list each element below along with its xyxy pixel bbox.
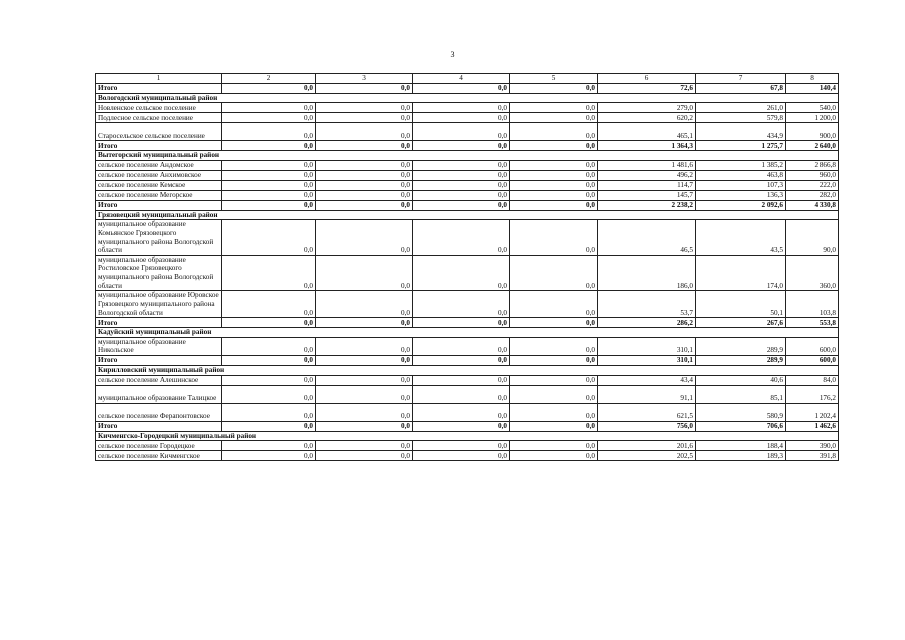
value-cell-col5: 0,0	[510, 220, 598, 255]
value-cell-col7: 40,6	[696, 375, 786, 385]
value-cell-col5: 0,0	[510, 441, 598, 451]
value-cell-col5: 0,0	[510, 141, 598, 151]
value-cell-col7: 136,3	[696, 190, 786, 200]
value-cell-col4: 0,0	[413, 220, 510, 255]
value-cell-col6: 186,0	[598, 255, 696, 290]
value-cell-col6: 1 481,6	[598, 160, 696, 170]
district-name: Кадуйский муниципальный район	[96, 328, 839, 338]
value-cell-col2: 0,0	[222, 291, 316, 318]
value-cell-col7: 1 275,7	[696, 141, 786, 151]
value-cell-col6: 201,6	[598, 441, 696, 451]
total-row	[96, 318, 839, 328]
value-cell-col8: 2 866,8	[786, 160, 839, 170]
value-cell-col3: 0,0	[316, 180, 413, 190]
district-name: Вологодский муниципальный район	[96, 93, 839, 103]
value-cell-col4: 0,0	[413, 123, 510, 141]
value-cell-col6: 72,6	[598, 83, 696, 93]
value-cell-col2: 0,0	[222, 103, 316, 113]
value-cell-col3: 0,0	[316, 318, 413, 328]
total-label: Итого	[96, 318, 222, 328]
value-cell-col3: 0,0	[316, 160, 413, 170]
value-cell-col4: 0,0	[413, 291, 510, 318]
value-cell-col2: 0,0	[222, 337, 316, 355]
value-cell-col4: 0,0	[413, 441, 510, 451]
district-name: Кирилловский муниципальный район	[96, 365, 839, 375]
table-header-row	[96, 74, 839, 84]
value-cell-col5: 0,0	[510, 337, 598, 355]
district-name: Вытегорский муниципальный район	[96, 151, 839, 161]
settlement-row	[96, 441, 839, 451]
value-cell-col8: 1 200,0	[786, 113, 839, 123]
total-row	[96, 83, 839, 93]
value-cell-col8: 1 462,6	[786, 421, 839, 431]
value-cell-col8: 600,0	[786, 355, 839, 365]
total-label: Итого	[96, 83, 222, 93]
column-header: 6	[598, 74, 696, 84]
settlement-row	[96, 451, 839, 461]
value-cell-col7: 267,6	[696, 318, 786, 328]
value-cell-col4: 0,0	[413, 318, 510, 328]
value-cell-col8: 84,0	[786, 375, 839, 385]
value-cell-col7: 43,5	[696, 220, 786, 255]
value-cell-col6: 310,1	[598, 355, 696, 365]
total-label: Итого	[96, 421, 222, 431]
value-cell-col7: 434,9	[696, 123, 786, 141]
value-cell-col5: 0,0	[510, 451, 598, 461]
value-cell-col8: 140,4	[786, 83, 839, 93]
column-header: 7	[696, 74, 786, 84]
total-label: Итого	[96, 141, 222, 151]
value-cell-col2: 0,0	[222, 385, 316, 403]
value-cell-col5: 0,0	[510, 103, 598, 113]
settlement-name: муниципальное образование Ростиловское Грязовецкого муниципального района Вологодской области	[96, 255, 222, 290]
value-cell-col4: 0,0	[413, 375, 510, 385]
value-cell-col2: 0,0	[222, 141, 316, 151]
column-header: 1	[96, 74, 222, 84]
value-cell-col8: 390,0	[786, 441, 839, 451]
value-cell-col8: 600,0	[786, 337, 839, 355]
settlement-name: сельское поселение Андомское	[96, 160, 222, 170]
settlement-row	[96, 103, 839, 113]
value-cell-col4: 0,0	[413, 141, 510, 151]
value-cell-col2: 0,0	[222, 355, 316, 365]
value-cell-col3: 0,0	[316, 403, 413, 421]
value-cell-col4: 0,0	[413, 337, 510, 355]
value-cell-col6: 756,0	[598, 421, 696, 431]
value-cell-col5: 0,0	[510, 255, 598, 290]
value-cell-col7: 289,9	[696, 355, 786, 365]
value-cell-col3: 0,0	[316, 451, 413, 461]
settlement-row	[96, 113, 839, 123]
value-cell-col2: 0,0	[222, 160, 316, 170]
settlement-name: муниципальное образование Юровское Грязовецкого муниципального района Вологодской области	[96, 291, 222, 318]
total-row	[96, 141, 839, 151]
value-cell-col6: 43,4	[598, 375, 696, 385]
value-cell-col7: 579,8	[696, 113, 786, 123]
value-cell-col7: 261,0	[696, 103, 786, 113]
value-cell-col3: 0,0	[316, 441, 413, 451]
settlement-name: сельское поселение Городецкое	[96, 441, 222, 451]
settlement-row	[96, 123, 839, 141]
value-cell-col5: 0,0	[510, 403, 598, 421]
value-cell-col3: 0,0	[316, 83, 413, 93]
settlement-row	[96, 190, 839, 200]
value-cell-col6: 114,7	[598, 180, 696, 190]
value-cell-col3: 0,0	[316, 255, 413, 290]
value-cell-col2: 0,0	[222, 451, 316, 461]
value-cell-col5: 0,0	[510, 200, 598, 210]
value-cell-col4: 0,0	[413, 83, 510, 93]
value-cell-col4: 0,0	[413, 403, 510, 421]
value-cell-col6: 202,5	[598, 451, 696, 461]
value-cell-col5: 0,0	[510, 375, 598, 385]
district-header-row	[96, 328, 839, 338]
value-cell-col4: 0,0	[413, 255, 510, 290]
value-cell-col3: 0,0	[316, 355, 413, 365]
value-cell-col8: 222,0	[786, 180, 839, 190]
value-cell-col2: 0,0	[222, 421, 316, 431]
value-cell-col8: 391,8	[786, 451, 839, 461]
value-cell-col3: 0,0	[316, 141, 413, 151]
value-cell-col5: 0,0	[510, 170, 598, 180]
district-name: Грязовецкий муниципальный район	[96, 210, 839, 220]
settlement-row	[96, 337, 839, 355]
district-header-row	[96, 151, 839, 161]
value-cell-col2: 0,0	[222, 200, 316, 210]
value-cell-col3: 0,0	[316, 291, 413, 318]
value-cell-col2: 0,0	[222, 180, 316, 190]
value-cell-col3: 0,0	[316, 103, 413, 113]
total-row	[96, 200, 839, 210]
settlement-row	[96, 375, 839, 385]
value-cell-col8: 900,0	[786, 123, 839, 141]
value-cell-col4: 0,0	[413, 103, 510, 113]
value-cell-col2: 0,0	[222, 113, 316, 123]
settlement-row	[96, 403, 839, 421]
value-cell-col3: 0,0	[316, 170, 413, 180]
value-cell-col7: 289,9	[696, 337, 786, 355]
value-cell-col6: 310,1	[598, 337, 696, 355]
value-cell-col8: 176,2	[786, 385, 839, 403]
value-cell-col7: 85,1	[696, 385, 786, 403]
district-header-row	[96, 93, 839, 103]
settlement-name: сельское поселение Анхимовское	[96, 170, 222, 180]
district-header-row	[96, 365, 839, 375]
value-cell-col8: 360,0	[786, 255, 839, 290]
value-cell-col4: 0,0	[413, 385, 510, 403]
value-cell-col6: 496,2	[598, 170, 696, 180]
settlement-row	[96, 291, 839, 318]
value-cell-col5: 0,0	[510, 355, 598, 365]
value-cell-col6: 279,0	[598, 103, 696, 113]
value-cell-col8: 90,0	[786, 220, 839, 255]
value-cell-col6: 620,2	[598, 113, 696, 123]
value-cell-col7: 580,9	[696, 403, 786, 421]
settlement-name: сельское поселение Мегорское	[96, 190, 222, 200]
value-cell-col4: 0,0	[413, 160, 510, 170]
settlement-name: сельское поселение Алешинское	[96, 375, 222, 385]
table-body	[96, 74, 839, 461]
budget-table	[95, 73, 839, 461]
value-cell-col4: 0,0	[413, 190, 510, 200]
column-header: 4	[413, 74, 510, 84]
value-cell-col2: 0,0	[222, 170, 316, 180]
column-header: 8	[786, 74, 839, 84]
value-cell-col5: 0,0	[510, 421, 598, 431]
value-cell-col5: 0,0	[510, 160, 598, 170]
settlement-row	[96, 220, 839, 255]
total-label: Итого	[96, 200, 222, 210]
settlement-name: Старосельское сельское поселение	[96, 123, 222, 141]
value-cell-col8: 282,0	[786, 190, 839, 200]
column-header: 2	[222, 74, 316, 84]
value-cell-col6: 53,7	[598, 291, 696, 318]
settlement-row	[96, 255, 839, 290]
value-cell-col4: 0,0	[413, 180, 510, 190]
value-cell-col7: 1 385,2	[696, 160, 786, 170]
value-cell-col5: 0,0	[510, 83, 598, 93]
value-cell-col5: 0,0	[510, 318, 598, 328]
value-cell-col3: 0,0	[316, 337, 413, 355]
settlement-name: Подлесное сельское поселение	[96, 113, 222, 123]
value-cell-col4: 0,0	[413, 113, 510, 123]
value-cell-col4: 0,0	[413, 355, 510, 365]
value-cell-col8: 2 640,0	[786, 141, 839, 151]
page-number: 3	[450, 50, 455, 59]
value-cell-col5: 0,0	[510, 385, 598, 403]
value-cell-col3: 0,0	[316, 220, 413, 255]
value-cell-col2: 0,0	[222, 441, 316, 451]
value-cell-col6: 145,7	[598, 190, 696, 200]
value-cell-col2: 0,0	[222, 83, 316, 93]
value-cell-col5: 0,0	[510, 190, 598, 200]
value-cell-col2: 0,0	[222, 123, 316, 141]
value-cell-col8: 1 202,4	[786, 403, 839, 421]
value-cell-col3: 0,0	[316, 385, 413, 403]
settlement-row	[96, 385, 839, 403]
settlement-row	[96, 180, 839, 190]
value-cell-col6: 91,1	[598, 385, 696, 403]
value-cell-col2: 0,0	[222, 220, 316, 255]
total-row	[96, 421, 839, 431]
column-header: 5	[510, 74, 598, 84]
value-cell-col4: 0,0	[413, 421, 510, 431]
settlement-name: сельское поселение Кичменгское	[96, 451, 222, 461]
value-cell-col3: 0,0	[316, 190, 413, 200]
value-cell-col7: 107,3	[696, 180, 786, 190]
value-cell-col3: 0,0	[316, 200, 413, 210]
settlement-name: Новленское сельское поселение	[96, 103, 222, 113]
settlement-name: муниципальное образование Комьянское Грязовецкого муниципального района Вологодской области	[96, 220, 222, 255]
value-cell-col7: 2 092,6	[696, 200, 786, 210]
district-header-row	[96, 431, 839, 441]
settlement-name: сельское поселение Кемское	[96, 180, 222, 190]
value-cell-col5: 0,0	[510, 291, 598, 318]
value-cell-col6: 2 238,2	[598, 200, 696, 210]
value-cell-col7: 174,0	[696, 255, 786, 290]
settlement-name: муниципальное образование Никольское	[96, 337, 222, 355]
value-cell-col7: 67,8	[696, 83, 786, 93]
value-cell-col3: 0,0	[316, 375, 413, 385]
value-cell-col5: 0,0	[510, 113, 598, 123]
settlement-name: сельское поселение Ферапонтовское	[96, 403, 222, 421]
value-cell-col4: 0,0	[413, 170, 510, 180]
district-header-row	[96, 210, 839, 220]
value-cell-col7: 706,6	[696, 421, 786, 431]
value-cell-col2: 0,0	[222, 403, 316, 421]
value-cell-col6: 621,5	[598, 403, 696, 421]
value-cell-col2: 0,0	[222, 190, 316, 200]
settlement-row	[96, 170, 839, 180]
column-header: 3	[316, 74, 413, 84]
value-cell-col2: 0,0	[222, 318, 316, 328]
value-cell-col6: 46,5	[598, 220, 696, 255]
settlement-row	[96, 160, 839, 170]
value-cell-col2: 0,0	[222, 375, 316, 385]
value-cell-col8: 103,8	[786, 291, 839, 318]
total-row	[96, 355, 839, 365]
value-cell-col2: 0,0	[222, 255, 316, 290]
value-cell-col3: 0,0	[316, 113, 413, 123]
value-cell-col7: 463,8	[696, 170, 786, 180]
value-cell-col7: 188,4	[696, 441, 786, 451]
value-cell-col4: 0,0	[413, 200, 510, 210]
value-cell-col6: 465,1	[598, 123, 696, 141]
value-cell-col3: 0,0	[316, 123, 413, 141]
value-cell-col6: 1 364,3	[598, 141, 696, 151]
value-cell-col8: 553,8	[786, 318, 839, 328]
value-cell-col5: 0,0	[510, 180, 598, 190]
value-cell-col7: 50,1	[696, 291, 786, 318]
value-cell-col5: 0,0	[510, 123, 598, 141]
value-cell-col3: 0,0	[316, 421, 413, 431]
value-cell-col8: 4 330,8	[786, 200, 839, 210]
settlement-name: муниципальное образование Талицкое	[96, 385, 222, 403]
value-cell-col8: 960,0	[786, 170, 839, 180]
value-cell-col4: 0,0	[413, 451, 510, 461]
value-cell-col6: 286,2	[598, 318, 696, 328]
district-name: Кичменгско-Городецкий муниципальный район	[96, 431, 839, 441]
total-label: Итого	[96, 355, 222, 365]
value-cell-col7: 189,3	[696, 451, 786, 461]
value-cell-col8: 540,0	[786, 103, 839, 113]
